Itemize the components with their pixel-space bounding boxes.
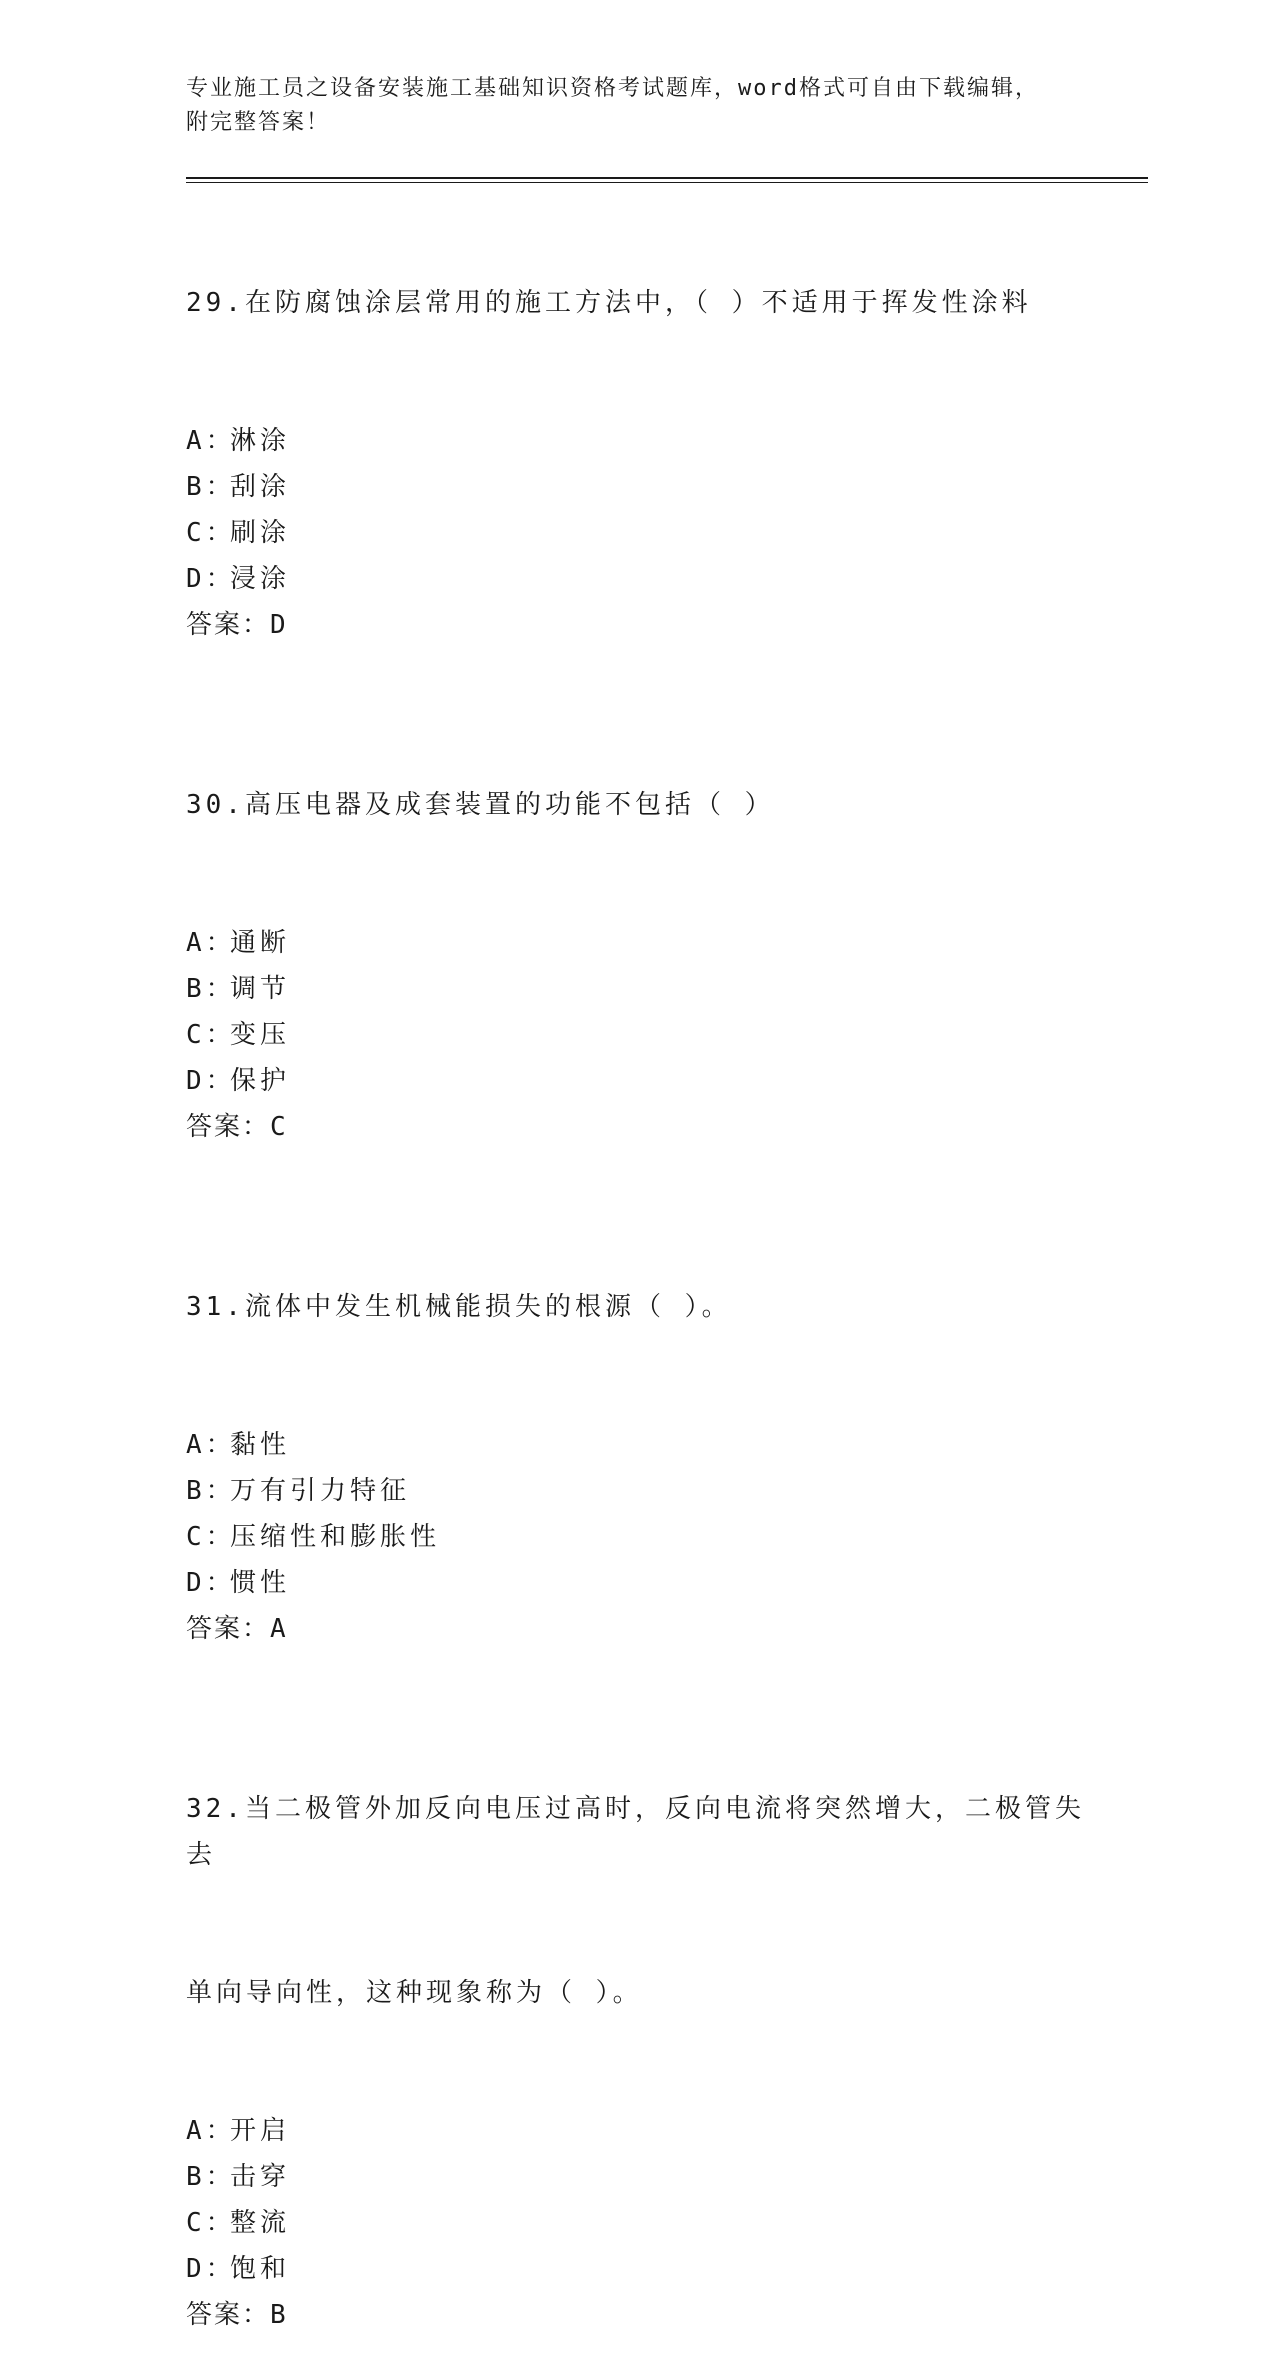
option-key: A： — [186, 1430, 236, 1460]
option-key: C： — [186, 1522, 236, 1552]
option-key: B： — [186, 974, 236, 1004]
option-text: 淋涂 — [230, 426, 291, 456]
option-key: C： — [186, 518, 236, 548]
option-key: B： — [186, 2162, 236, 2192]
header-title-line-1: 专业施工员之设备安装施工基础知识资格考试题库，word格式可自由下载编辑， — [186, 76, 1039, 101]
option-key: D： — [186, 1568, 236, 1598]
option-key: D： — [186, 2254, 236, 2284]
option-text: 变压 — [230, 1020, 291, 1050]
answer-label: 答案： — [186, 1112, 271, 1142]
option-text: 整流 — [230, 2208, 291, 2238]
option-text: 调节 — [230, 974, 291, 1004]
answer-value: B — [270, 2300, 286, 2330]
header-title-line-2: 附完整答案！ — [186, 110, 331, 135]
question-stem — [186, 188, 1086, 418]
option-text: 饱和 — [230, 2254, 291, 2284]
option-key: D： — [186, 1066, 236, 1096]
option-c — [186, 510, 1086, 556]
option-a — [186, 2108, 1086, 2154]
option-a — [186, 418, 1086, 464]
answer-line — [186, 1104, 1086, 1150]
question-stem-line: 31.流体中发生机械能损失的根源（ ）。 — [186, 1292, 732, 1322]
question-31 — [186, 1192, 1086, 1652]
option-text: 压缩性和膨胀性 — [230, 1522, 441, 1552]
option-key: A： — [186, 928, 236, 958]
option-key: B： — [186, 1476, 236, 1506]
option-text: 保护 — [230, 1066, 291, 1096]
option-text: 刮涂 — [230, 472, 291, 502]
option-c — [186, 1514, 1086, 1560]
option-key: B： — [186, 472, 236, 502]
option-key: D： — [186, 564, 236, 594]
option-text: 通断 — [230, 928, 291, 958]
answer-value: C — [270, 1112, 286, 1142]
answer-value: A — [270, 1614, 286, 1644]
option-text: 黏性 — [230, 1430, 291, 1460]
option-a — [186, 920, 1086, 966]
option-key: A： — [186, 426, 236, 456]
option-b — [186, 1468, 1086, 1514]
question-list — [186, 188, 1086, 2380]
answer-label: 答案： — [186, 1614, 271, 1644]
option-text: 击穿 — [230, 2162, 291, 2192]
option-b — [186, 464, 1086, 510]
option-text: 开启 — [230, 2116, 291, 2146]
option-key: C： — [186, 1020, 236, 1050]
answer-label: 答案： — [186, 2300, 271, 2330]
option-d — [186, 556, 1086, 602]
option-d — [186, 1560, 1086, 1606]
question-stem-line: 单向导向性，这种现象称为（ ）。 — [186, 1978, 643, 2008]
question-stem-line: 29.在防腐蚀涂层常用的施工方法中，（ ）不适用于挥发性涂料 — [186, 288, 1032, 318]
option-d — [186, 2246, 1086, 2292]
header-divider-thick — [186, 177, 1148, 179]
answer-line — [186, 2292, 1086, 2338]
option-text: 浸涂 — [230, 564, 291, 594]
option-text: 惯性 — [230, 1568, 291, 1598]
answer-label: 答案： — [186, 610, 271, 640]
option-key: A： — [186, 2116, 236, 2146]
question-stem-line: 32.当二极管外加反向电压过高时，反向电流将突然增大，二极管失去 — [186, 1794, 1085, 1870]
option-a — [186, 1422, 1086, 1468]
option-b — [186, 2154, 1086, 2200]
option-text: 万有引力特征 — [230, 1476, 411, 1506]
option-c — [186, 1012, 1086, 1058]
question-stem-line: 30.高压电器及成套装置的功能不包括（ ） — [186, 790, 775, 820]
document-header — [186, 72, 1086, 140]
answer-value: D — [270, 610, 286, 640]
option-b — [186, 966, 1086, 1012]
question-29 — [186, 188, 1086, 648]
answer-line — [186, 1606, 1086, 1652]
header-divider-thin — [186, 182, 1148, 183]
answer-line — [186, 602, 1086, 648]
question-stem — [186, 1192, 1086, 1422]
question-stem — [186, 690, 1086, 920]
question-30 — [186, 690, 1086, 1150]
question-32 — [186, 1694, 1086, 2338]
option-d — [186, 1058, 1086, 1104]
option-text: 刷涂 — [230, 518, 291, 548]
option-c — [186, 2200, 1086, 2246]
question-stem — [186, 1694, 1086, 2108]
option-key: C： — [186, 2208, 236, 2238]
